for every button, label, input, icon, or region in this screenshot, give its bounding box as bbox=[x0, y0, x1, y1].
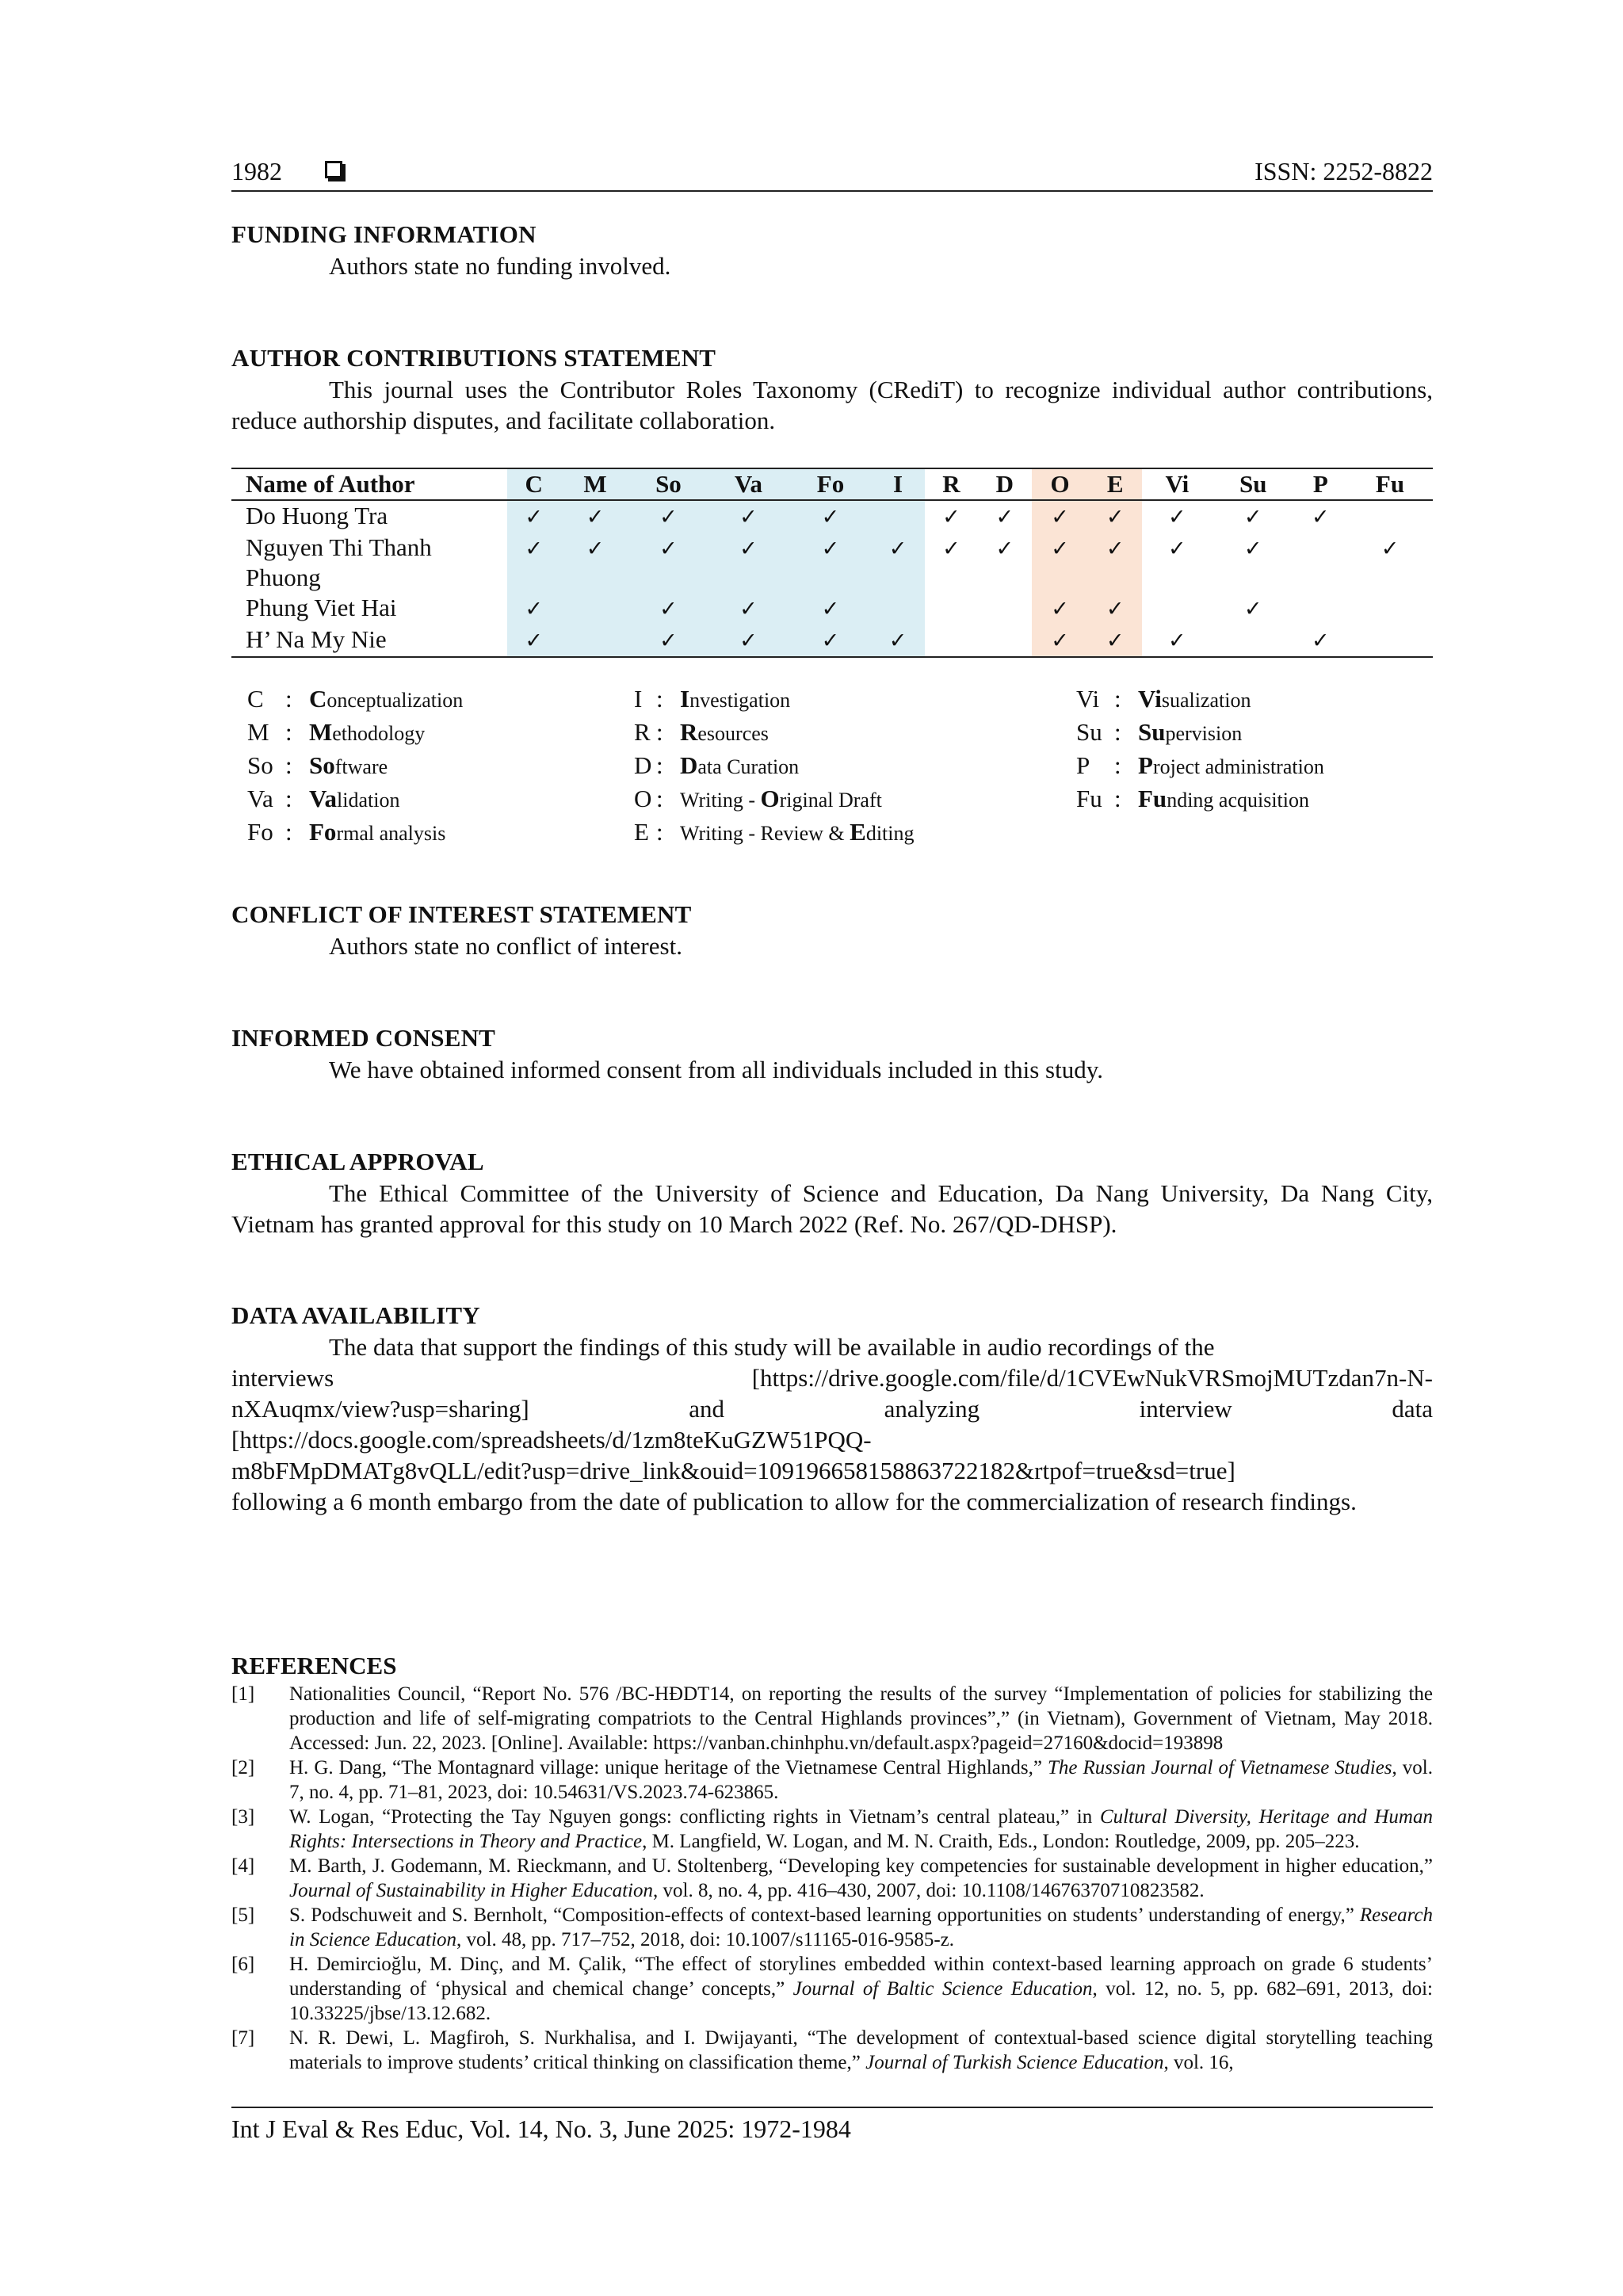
role-cell-m bbox=[560, 625, 629, 657]
check-icon: ✓ bbox=[1051, 537, 1069, 561]
reference-text: W. Logan, “Protecting the Tay Nguyen gongs: conflicting rights in Vietnam’s central plateau,” in Cultural Diversity, Heritage and Human Rights: Intersections in Theory and Practice, M. Langfield, W. Logan, and M. N. Craith, Eds., London: Routledge, 2009, pp. 205–223. bbox=[289, 1806, 1433, 1852]
legend-colon: : bbox=[285, 751, 292, 779]
legend-rest: esources bbox=[697, 722, 769, 745]
role-cell-d bbox=[978, 625, 1031, 657]
legend-colon: : bbox=[1114, 685, 1121, 712]
role-cell-p bbox=[1294, 625, 1347, 657]
check-icon: ✓ bbox=[586, 505, 605, 529]
data-line-6: following a 6 month embargo from the date of publication to allow for the commercialization of research findings. bbox=[231, 1488, 1357, 1515]
role-cell-va bbox=[707, 533, 789, 593]
role-header-r: R bbox=[942, 470, 960, 498]
check-icon: ✓ bbox=[586, 537, 605, 561]
role-cell-vi bbox=[1142, 593, 1212, 625]
data-availability-section bbox=[231, 1300, 1433, 1517]
legend-initial: M bbox=[309, 718, 333, 746]
check-icon: ✓ bbox=[1168, 537, 1186, 561]
legend-initial: Su bbox=[1138, 718, 1166, 746]
reference-text: H. Demircioğlu, M. Dinç, and M. Çalik, “The effect of storylines embedded within context-based learning approach on grade 6 students’ understanding of ‘physical and chemical change’ concepts,” Journal of Baltic Science Education, vol. 12, no. 5, pp. 682–691, 2013, doi: 10.33225/jbse/13.12.682. bbox=[289, 1954, 1433, 2024]
legend-initial: O bbox=[760, 785, 780, 812]
legend-abbr: M bbox=[247, 718, 269, 746]
reference-text: H. G. Dang, “The Montagnard village: unique heritage of the Vietnamese Central Highlands,” The Russian Journal of Vietnamese Studies, vol. 7, no. 4, pp. 71–81, 2023, doi: 10.54631/VS.2023.74-623865. bbox=[289, 1757, 1433, 1803]
legend-initial: Fo bbox=[309, 818, 337, 846]
references-title: REFERENCES bbox=[231, 1652, 397, 1679]
check-icon: ✓ bbox=[739, 537, 758, 561]
author-row bbox=[231, 533, 1433, 593]
legend-abbr: Fu bbox=[1076, 785, 1102, 812]
role-header-e: E bbox=[1088, 468, 1141, 500]
conflict-text: Authors state no conflict of interest. bbox=[329, 932, 682, 960]
legend-colon: : bbox=[656, 718, 663, 746]
conflict-section bbox=[231, 899, 1433, 961]
role-cell-so bbox=[630, 533, 708, 593]
role-cell-su bbox=[1212, 625, 1294, 657]
check-icon: ✓ bbox=[739, 505, 758, 529]
data-word-interview: interview bbox=[1139, 1395, 1232, 1423]
role-cell-i bbox=[871, 533, 924, 593]
role-header-vi: Vi bbox=[1165, 470, 1190, 498]
role-cell-e bbox=[1088, 500, 1141, 533]
funding-title: FUNDING INFORMATION bbox=[231, 220, 537, 248]
legend-abbr: Su bbox=[1076, 718, 1102, 746]
legend-column bbox=[634, 683, 915, 850]
role-cell-va bbox=[707, 593, 789, 625]
check-icon: ✓ bbox=[1106, 505, 1125, 529]
role-header-va: Va bbox=[707, 468, 789, 500]
legend-item bbox=[247, 816, 463, 850]
legend-item bbox=[1076, 783, 1324, 816]
check-icon: ✓ bbox=[1381, 537, 1400, 561]
data-line-2 bbox=[231, 1362, 1433, 1393]
reference-text: S. Podschuweit and S. Bernholt, “Composition-effects of context-based learning opportunities on students’ understanding of energy,” Research in Science Education, vol. 48, pp. 717–752, 2018, doi: 10.1007/s11165-016-9585-z. bbox=[289, 1904, 1433, 1950]
legend-item bbox=[634, 816, 915, 850]
check-icon: ✓ bbox=[1312, 505, 1330, 529]
legend-rest: ata Curation bbox=[697, 755, 800, 778]
data-line-1: The data that support the findings of this study will be available in audio recordings of the bbox=[329, 1333, 1215, 1361]
check-icon: ✓ bbox=[1051, 505, 1069, 529]
funding-section bbox=[231, 219, 1433, 281]
legend-rest: nding acquisition bbox=[1167, 789, 1310, 812]
legend-rest: lidation bbox=[337, 789, 400, 812]
legend-rest: onceptualization bbox=[327, 689, 464, 712]
role-cell-su bbox=[1212, 593, 1294, 625]
author-row bbox=[231, 593, 1433, 625]
role-cell-r bbox=[925, 593, 978, 625]
author-name: Do Huong Tra bbox=[246, 502, 388, 529]
legend-abbr: D bbox=[634, 751, 652, 779]
role-header-fo: Fo bbox=[790, 468, 872, 500]
author-name: Phung Viet Hai bbox=[246, 594, 397, 621]
legend-column bbox=[1076, 683, 1324, 816]
author-contributions-title: AUTHOR CONTRIBUTIONS STATEMENT bbox=[231, 344, 716, 372]
role-cell-e bbox=[1088, 533, 1141, 593]
role-cell-su bbox=[1212, 533, 1294, 593]
legend-rest: roject administration bbox=[1152, 755, 1324, 778]
role-cell-fu bbox=[1347, 593, 1433, 625]
legend-rest: nvestigation bbox=[689, 689, 791, 712]
sheets-link-end[interactable]: m8bFMpDMATg8vQLL/edit?usp=drive_link&ouid=109196658158863722182&rtpof=true&sd=true] bbox=[231, 1457, 1235, 1484]
legend-rest: rmal analysis bbox=[336, 822, 446, 845]
legend-prefix: Writing - Review & bbox=[680, 822, 850, 845]
legend-colon: : bbox=[656, 785, 663, 812]
reference-item bbox=[231, 1682, 1433, 1755]
role-cell-d bbox=[978, 533, 1031, 593]
credit-table bbox=[231, 468, 1433, 658]
data-word-data: data bbox=[1392, 1395, 1433, 1423]
author-row bbox=[231, 625, 1433, 657]
references-list bbox=[231, 1682, 1433, 2075]
legend-abbr: R bbox=[634, 718, 651, 746]
check-icon: ✓ bbox=[888, 537, 907, 561]
legend-prefix: Writing - bbox=[680, 789, 761, 812]
reference-item bbox=[231, 1854, 1433, 1903]
page-number: 1982 bbox=[231, 157, 282, 185]
role-header-su: Su bbox=[1239, 470, 1267, 498]
check-icon: ✓ bbox=[1106, 628, 1125, 653]
legend-item bbox=[1076, 750, 1324, 783]
author-contributions-text: This journal uses the Contributor Roles Taxonomy (CRediT) to recognize individual author contributions, reduce authorship disputes, and facilitate collaboration. bbox=[231, 376, 1433, 434]
legend-initial: Va bbox=[309, 785, 338, 812]
running-header bbox=[231, 151, 1433, 192]
ethical-section bbox=[231, 1146, 1433, 1240]
role-cell-so bbox=[630, 500, 708, 533]
legend-item bbox=[634, 683, 915, 716]
role-cell-fu bbox=[1347, 500, 1433, 533]
legend-colon: : bbox=[1114, 718, 1121, 746]
role-cell-p bbox=[1294, 500, 1347, 533]
check-icon: ✓ bbox=[1051, 597, 1069, 621]
conflict-title: CONFLICT OF INTEREST STATEMENT bbox=[231, 900, 692, 928]
legend-initial: E bbox=[850, 818, 866, 846]
role-cell-fo bbox=[790, 625, 872, 657]
drive-link-end[interactable]: nXAuqmx/view?usp=sharing] bbox=[231, 1395, 529, 1423]
check-icon: ✓ bbox=[525, 597, 544, 621]
ethical-title: ETHICAL APPROVAL bbox=[231, 1148, 484, 1175]
reference-text: M. Barth, J. Godemann, M. Rieckmann, and U. Stoltenberg, “Developing key competencies for sustainable development in higher education,” Journal of Sustainability in Higher Education, vol. 8, no. 4, pp. 416–430, 2007, doi: 10.1108/14676370710823582. bbox=[289, 1855, 1433, 1901]
role-header-d: D bbox=[995, 470, 1014, 498]
role-header-p: P bbox=[1312, 470, 1328, 498]
legend-colon: : bbox=[285, 685, 292, 712]
legend-initial: Fu bbox=[1138, 785, 1167, 812]
funding-text: Authors state no funding involved. bbox=[329, 252, 671, 280]
check-icon: ✓ bbox=[1106, 537, 1125, 561]
check-icon: ✓ bbox=[659, 597, 678, 621]
check-icon: ✓ bbox=[821, 505, 840, 529]
check-icon: ✓ bbox=[525, 505, 544, 529]
data-line-3 bbox=[231, 1393, 1433, 1424]
role-cell-i bbox=[871, 500, 924, 533]
role-cell-so bbox=[630, 625, 708, 657]
role-header-m: M bbox=[560, 468, 629, 500]
legend-colon: : bbox=[656, 685, 663, 712]
check-icon: ✓ bbox=[1243, 597, 1262, 621]
legend-item bbox=[1076, 683, 1324, 716]
check-icon: ✓ bbox=[888, 628, 907, 653]
check-icon: ✓ bbox=[659, 537, 678, 561]
reference-item bbox=[231, 2026, 1433, 2075]
role-header-so: So bbox=[630, 468, 708, 500]
role-cell-o bbox=[1032, 593, 1089, 625]
legend-initial: I bbox=[680, 685, 690, 712]
role-cell-c bbox=[507, 625, 560, 657]
reference-number: [5] bbox=[231, 1904, 255, 1926]
consent-section bbox=[231, 1022, 1433, 1085]
legend-abbr: So bbox=[247, 751, 273, 779]
role-header-fu: Fu bbox=[1375, 470, 1405, 498]
legend-initial: D bbox=[680, 751, 698, 779]
check-icon: ✓ bbox=[821, 597, 840, 621]
footer-citation: Int J Eval & Res Educ, Vol. 14, No. 3, June 2025: 1972-1984 bbox=[231, 2115, 851, 2143]
role-cell-fu bbox=[1347, 625, 1433, 657]
running-footer bbox=[231, 2107, 1433, 2144]
role-cell-vi bbox=[1142, 625, 1212, 657]
drive-link[interactable]: [https://drive.google.com/file/d/1CVEwNukVRSmojMUTzdan7n-N- bbox=[751, 1364, 1433, 1392]
legend-abbr: O bbox=[634, 785, 652, 812]
check-icon: ✓ bbox=[1312, 628, 1330, 653]
role-header-i: I bbox=[871, 468, 924, 500]
name-of-author-header: Name of Author bbox=[246, 470, 415, 498]
role-cell-c bbox=[507, 500, 560, 533]
data-line-2-left: interviews bbox=[231, 1364, 334, 1392]
check-icon: ✓ bbox=[739, 597, 758, 621]
legend-abbr: C bbox=[247, 685, 264, 712]
legend-colon: : bbox=[285, 718, 292, 746]
check-icon: ✓ bbox=[995, 505, 1014, 529]
legend-rest: pervision bbox=[1165, 722, 1243, 745]
legend-item bbox=[247, 783, 463, 816]
role-cell-m bbox=[560, 533, 629, 593]
reference-number: [4] bbox=[231, 1855, 255, 1877]
check-icon: ✓ bbox=[1243, 537, 1262, 561]
role-cell-e bbox=[1088, 593, 1141, 625]
role-cell-e bbox=[1088, 625, 1141, 657]
legend-abbr: Fo bbox=[247, 818, 273, 846]
legend-initial: Vi bbox=[1138, 685, 1162, 712]
reference-number: [1] bbox=[231, 1683, 255, 1705]
role-cell-p bbox=[1294, 533, 1347, 593]
check-icon: ✓ bbox=[1168, 505, 1186, 529]
legend-column bbox=[247, 683, 463, 850]
credit-table-body bbox=[231, 500, 1433, 657]
legend-abbr: I bbox=[634, 685, 643, 712]
legend-initial: R bbox=[680, 718, 698, 746]
role-cell-vi bbox=[1142, 533, 1212, 593]
check-icon: ✓ bbox=[1168, 628, 1186, 653]
legend-colon: : bbox=[285, 785, 292, 812]
legend-colon: : bbox=[656, 818, 663, 846]
ethical-text: The Ethical Committee of the University of Science and Education, Da Nang University, Da Nang City, Vietnam has granted approval for this study on 10 March 2022 (Ref. No. 267/QD-DHSP). bbox=[231, 1179, 1433, 1238]
reference-number: [3] bbox=[231, 1806, 255, 1828]
legend-item bbox=[634, 783, 915, 816]
legend-abbr: P bbox=[1076, 751, 1090, 779]
reference-item bbox=[231, 1805, 1433, 1854]
role-header-c: C bbox=[507, 468, 560, 500]
role-cell-o bbox=[1032, 625, 1089, 657]
check-icon: ✓ bbox=[659, 505, 678, 529]
legend-item bbox=[247, 716, 463, 750]
role-cell-fo bbox=[790, 593, 872, 625]
legend-item bbox=[634, 750, 915, 783]
role-cell-p bbox=[1294, 593, 1347, 625]
data-word-and: and bbox=[689, 1395, 724, 1423]
check-icon: ✓ bbox=[821, 628, 840, 653]
consent-title: INFORMED CONSENT bbox=[231, 1024, 496, 1052]
legend-item bbox=[634, 716, 915, 750]
legend-colon: : bbox=[656, 751, 663, 779]
consent-text: We have obtained informed consent from all individuals included in this study. bbox=[329, 1056, 1103, 1083]
check-icon: ✓ bbox=[821, 537, 840, 561]
legend-rest: ftware bbox=[334, 755, 388, 778]
author-contributions-section bbox=[231, 342, 1433, 436]
reference-item bbox=[231, 1952, 1433, 2026]
role-cell-su bbox=[1212, 500, 1294, 533]
reference-item bbox=[231, 1903, 1433, 1952]
role-cell-r bbox=[925, 625, 978, 657]
credit-table-header bbox=[231, 468, 1433, 500]
legend-rest: riginal Draft bbox=[779, 789, 882, 812]
legend-rest: sualization bbox=[1161, 689, 1251, 712]
role-cell-c bbox=[507, 593, 560, 625]
role-cell-va bbox=[707, 500, 789, 533]
reference-item bbox=[231, 1755, 1433, 1805]
legend-colon: : bbox=[1114, 785, 1121, 812]
role-cell-so bbox=[630, 593, 708, 625]
legend-item bbox=[247, 683, 463, 716]
check-icon: ✓ bbox=[525, 537, 544, 561]
role-header-o: O bbox=[1032, 468, 1089, 500]
check-icon: ✓ bbox=[525, 628, 544, 653]
reference-text: Nationalities Council, “Report No. 576 /BC-HĐDT14, on reporting the results of the survey “Implementation of policies for stabilizing the production and life of self-migrating compatriots to the Central Highlands provinces”,” (in Vietnam), Government of Vietnam, May 2018. Accessed: Jun. 22, 2023. [Online]. Available: https://vanban.chinhphu.vn/default.aspx?pageid=27160&docid=193898 bbox=[289, 1683, 1433, 1754]
role-cell-vi bbox=[1142, 500, 1212, 533]
legend-abbr: Va bbox=[247, 785, 273, 812]
author-name: H’ Na My Nie bbox=[246, 625, 387, 653]
role-cell-m bbox=[560, 593, 629, 625]
role-cell-fu bbox=[1347, 533, 1433, 593]
legend-colon: : bbox=[285, 818, 292, 846]
author-name: Nguyen Thi Thanh Phuong bbox=[246, 533, 432, 591]
data-availability-title: DATA AVAILABILITY bbox=[231, 1301, 480, 1329]
legend-abbr: Vi bbox=[1076, 685, 1100, 712]
data-word-analyzing: analyzing bbox=[884, 1395, 980, 1423]
check-icon: ✓ bbox=[739, 628, 758, 653]
check-icon: ✓ bbox=[1106, 597, 1125, 621]
check-icon: ✓ bbox=[1243, 505, 1262, 529]
check-icon: ✓ bbox=[1051, 628, 1069, 653]
role-cell-i bbox=[871, 593, 924, 625]
role-cell-i bbox=[871, 625, 924, 657]
reference-text: N. R. Dewi, L. Magfiroh, S. Nurkhalisa, and I. Dwijayanti, “The development of contextual-based science digital storytelling teaching materials to improve students’ critical thinking on classification theme,” Journal of Turkish Science Education, vol. 16, bbox=[289, 2027, 1433, 2073]
role-cell-fo bbox=[790, 500, 872, 533]
legend-rest: ethodology bbox=[332, 722, 426, 745]
reference-number: [2] bbox=[231, 1757, 255, 1778]
sheets-link[interactable]: [https://docs.google.com/spreadsheets/d/1zm8teKuGZW51PQQ- bbox=[231, 1426, 872, 1454]
legend-initial: C bbox=[309, 685, 327, 712]
references-section bbox=[231, 1650, 1433, 2075]
issn: ISSN: 2252-8822 bbox=[1254, 157, 1433, 185]
legend-initial: P bbox=[1138, 751, 1153, 779]
role-cell-d bbox=[978, 500, 1031, 533]
legend-abbr: E bbox=[634, 818, 649, 846]
author-row bbox=[231, 500, 1433, 533]
legend-rest: diting bbox=[865, 822, 915, 845]
role-cell-c bbox=[507, 533, 560, 593]
role-cell-d bbox=[978, 593, 1031, 625]
role-cell-r bbox=[925, 533, 978, 593]
reference-number: [7] bbox=[231, 2027, 255, 2049]
legend-colon: : bbox=[1114, 751, 1121, 779]
check-icon: ✓ bbox=[942, 537, 960, 561]
check-icon: ✓ bbox=[659, 628, 678, 653]
role-cell-fo bbox=[790, 533, 872, 593]
legend-item bbox=[247, 750, 463, 783]
role-cell-o bbox=[1032, 500, 1089, 533]
role-cell-o bbox=[1032, 533, 1089, 593]
legend-initial: So bbox=[309, 751, 335, 779]
role-cell-va bbox=[707, 625, 789, 657]
role-cell-m bbox=[560, 500, 629, 533]
check-icon: ✓ bbox=[942, 505, 960, 529]
journal-box-icon bbox=[325, 161, 342, 178]
legend-item bbox=[1076, 716, 1324, 750]
role-cell-r bbox=[925, 500, 978, 533]
check-icon: ✓ bbox=[995, 537, 1014, 561]
reference-number: [6] bbox=[231, 1954, 255, 1975]
